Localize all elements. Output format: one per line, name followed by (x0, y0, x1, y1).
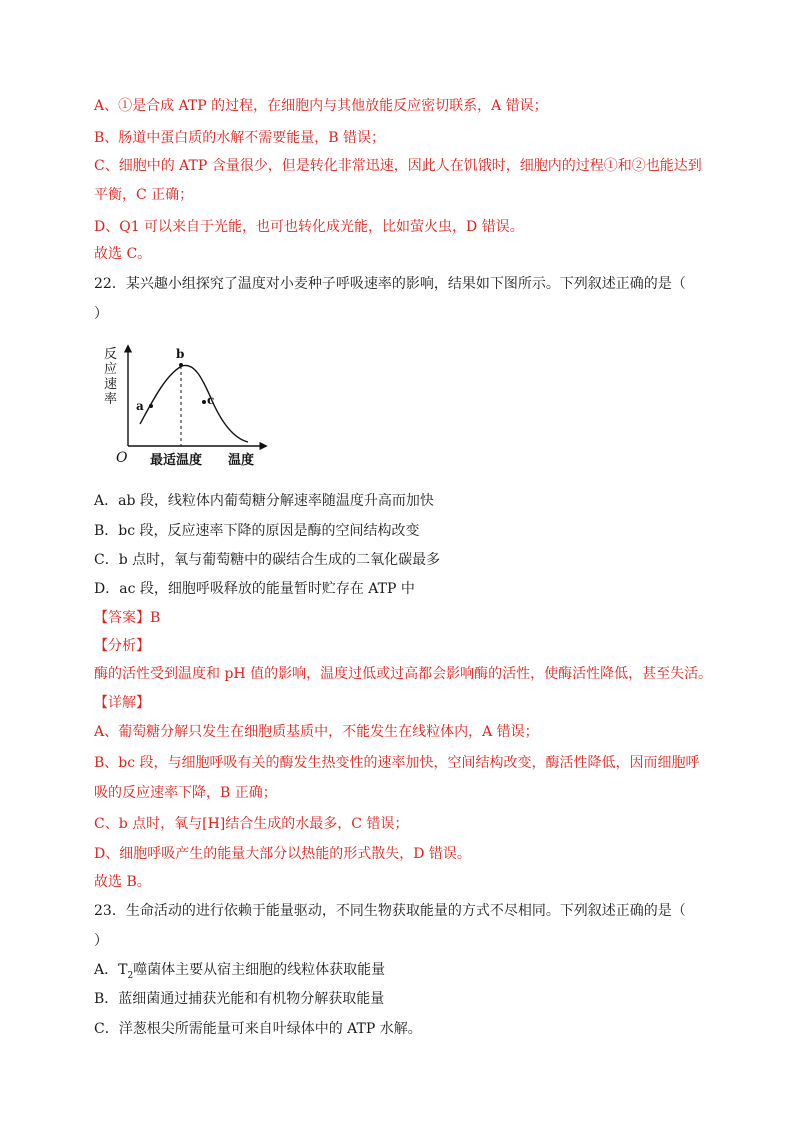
q22-detail-d: D、细胞呼吸产生的能量大部分以热能的形式散失，D 错误。 (94, 846, 471, 862)
x-axis-label: 温度 (228, 453, 255, 468)
y-axis-label-4: 率 (104, 392, 118, 407)
q22-stem-line1: 22．某兴趣小组探究了温度对小麦种子呼吸速率的影响，结果如下图所示。下列叙述正确的是（ (94, 276, 686, 292)
q22-detail-b-line2: 吸的反应速率下降，B 正确； (94, 785, 277, 801)
q22-detail-c: C、b 点时，氧与[H]结合生成的水最多，C 错误； (94, 816, 409, 832)
q22-answer: 【答案】B (94, 610, 161, 626)
q23-option-a-subscript: 2 (127, 970, 134, 981)
q22-analysis-heading: 【分析】 (94, 638, 150, 654)
q23-option-a-text: 噬菌体主要从宿主细胞的线粒体获取能量 (133, 962, 386, 978)
point-b-marker (179, 363, 183, 367)
prev-explanation-d: D、Q1 可以来自于光能，也可也转化成光能，比如萤火虫，D 错误。 (94, 219, 524, 235)
point-c-marker (202, 400, 206, 404)
optimum-temperature-label: 最适温度 (150, 453, 203, 468)
q22-rate-temperature-graph (104, 340, 280, 468)
q22-analysis-text: 酶的活性受到温度和 pH 值的影响，温度过低或过高都会影响酶的活性，使酶活性降低，甚至失活。 (94, 666, 713, 682)
prev-explanation-a: A、①是合成 ATP 的过程，在细胞内与其他放能反应密切联系，A 错误； (94, 98, 548, 114)
q22-detail-a: A、葡萄糖分解只发生在细胞质基质中，不能发生在线粒体内，A 错误； (94, 724, 539, 740)
prev-explanation-c-line1: C、细胞中的 ATP 含量很少，但是转化非常迅速，因此人在饥饿时，细胞内的过程①和②也能达到 (94, 158, 702, 174)
q23-stem-line1: 23．生命活动的进行依赖于能量驱动，不同生物获取能量的方式不尽相同。下列叙述正确的是（ (94, 903, 686, 919)
rate-curve (140, 365, 248, 442)
q22-stem-line2: ） (94, 306, 108, 322)
q22-conclusion: 故选 B。 (94, 874, 151, 890)
prev-explanation-c-line2: 平衡，C 正确； (94, 187, 194, 203)
point-a-label: a (136, 399, 144, 413)
q23-stem-line2: ） (94, 933, 108, 949)
prev-explanation-b: B、肠道中蛋白质的水解不需要能量，B 错误； (94, 130, 386, 146)
graph-svg (104, 340, 280, 468)
point-b-label: b (176, 347, 185, 361)
point-a-marker (149, 404, 153, 408)
q22-option-a: A．ab 段，线粒体内葡萄糖分解速率随温度升高而加快 (94, 493, 434, 509)
q23-option-a-prefix: A．T (94, 962, 128, 978)
y-axis-label-1: 反 (104, 347, 118, 362)
q22-detail-b-line1: B、bc 段，与细胞呼吸有关的酶发生热变性的速率加快，空间结构改变，酶活性降低，因而细胞呼 (94, 755, 700, 771)
q22-option-d: D．ac 段，细胞呼吸释放的能量暂时贮存在 ATP 中 (94, 581, 415, 597)
prev-conclusion: 故选 C。 (94, 246, 152, 262)
q23-option-a (94, 961, 385, 985)
q23-option-b: B．蓝细菌通过捕获光能和有机物分解获取能量 (94, 991, 385, 1007)
q22-option-b: B．bc 段，反应速率下降的原因是酶的空间结构改变 (94, 523, 420, 539)
q23-option-c: C．洋葱根尖所需能量可来自叶绿体中的 ATP 水解。 (94, 1021, 422, 1037)
y-axis-label-2: 应 (104, 362, 118, 377)
origin-label: O (116, 450, 128, 466)
y-axis-label-3: 速 (104, 377, 118, 392)
point-c-label: c (207, 393, 215, 407)
q22-option-c: C．b 点时，氧与葡萄糖中的碳结合生成的二氧化碳最多 (94, 552, 441, 568)
q22-detail-heading: 【详解】 (94, 695, 150, 711)
